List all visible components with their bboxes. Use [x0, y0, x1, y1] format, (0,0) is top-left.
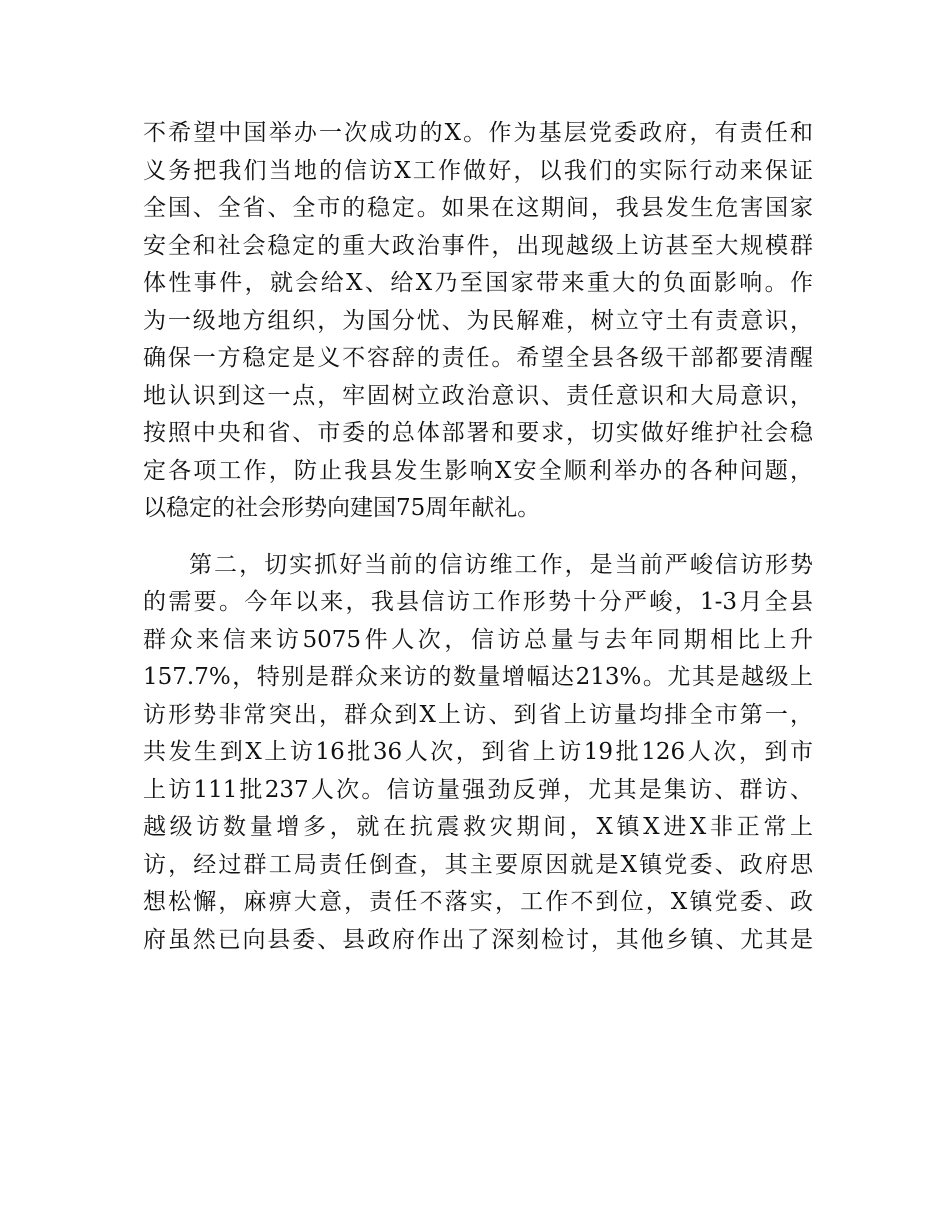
text-line: 体性事件，就会给X、给X乃至国家带来重大的负面影响。作 — [143, 270, 813, 296]
text-line: 为一级地方组织，为国分忧、为民解难，树立守土有责意识， — [143, 307, 813, 334]
paragraph-spacer — [143, 528, 813, 547]
text-line: 按照中央和省、市委的总体部署和要求，切实做好维护社会稳 — [143, 420, 813, 446]
text-line: 以稳定的社会形势向建国75周年献礼。 — [143, 495, 541, 521]
text-line: 访形势非常突出，群众到X上访、到省上访量均排全市第一， — [143, 701, 813, 728]
text-line: 确保一方稳定是义不容辞的责任。希望全县各级干部都要清醒 — [143, 345, 813, 371]
text-line: 共发生到X上访16批36人次，到省上访19批126人次，到市 — [143, 739, 813, 765]
text-line: 安全和社会稳定的重大政治事件，出现越级上访甚至大规模群 — [143, 232, 813, 259]
text-line: 府虽然已向县委、县政府作出了深刻检讨，其他乡镇、尤其是 — [143, 926, 813, 953]
text-line: 地认识到这一点，牢固树立政治意识、责任意识和大局意识， — [143, 382, 813, 409]
text-line: 不希望中国举办一次成功的X。作为基层党委政府，有责任和 — [143, 120, 813, 146]
text-line: 的需要。今年以来，我县信访工作形势十分严峻，1-3月全县 — [143, 589, 813, 615]
text-line: 第二，切实抓好当前的信访维工作，是当前严峻信访形势 — [189, 551, 813, 578]
text-line: 157.7%，特别是群众来访的数量增幅达213%。尤其是越级上 — [143, 664, 813, 690]
document-body — [143, 115, 813, 959]
text-line: 越级访数量增多，就在抗震救灾期间，X镇X进X非正常上 — [143, 814, 813, 840]
paragraph-2 — [143, 547, 813, 960]
text-line: 想松懈，麻痹大意，责任不落实，工作不到位，X镇党委、政 — [143, 889, 813, 915]
text-line: 群众来信来访5075件人次，信访总量与去年同期相比上升 — [143, 626, 813, 653]
text-line: 访，经过群工局责任倒查，其主要原因就是X镇党委、政府思 — [143, 851, 813, 878]
text-line: 义务把我们当地的信访X工作做好，以我们的实际行动来保证 — [143, 157, 813, 184]
paragraph-1 — [143, 115, 813, 528]
text-line: 全国、全省、全市的稳定。如果在这期间，我县发生危害国家 — [143, 195, 813, 221]
text-line: 上访111批237人次。信访量强劲反弹，尤其是集访、群访、 — [143, 776, 813, 803]
text-line: 定各项工作，防止我县发生影响X安全顺利举办的各种问题， — [143, 457, 813, 484]
